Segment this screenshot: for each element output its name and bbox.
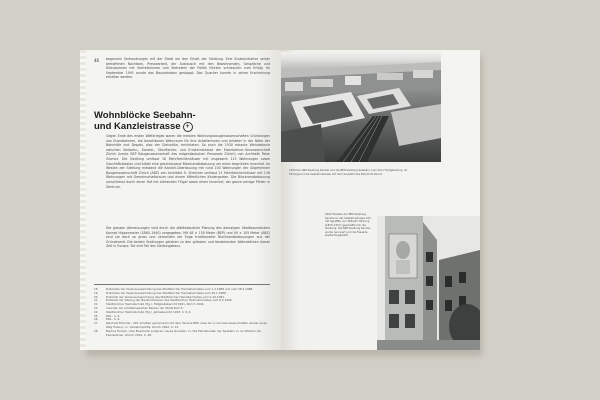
photo-caption: 2002 Fassade der BEP-Siedlung Kanzlei an der Seebahnstrasse 163 mit Sgraffito von Wilhelm Hartung (1879–1957) geschaffen für die Siedlung. Die BEP-Siedlung Kanzlei wurde renoviert und die Fassade wiederhergestellt. (325, 213, 371, 237)
building (413, 70, 433, 78)
window (426, 300, 433, 310)
aerial-photo-drawing (281, 52, 441, 162)
window (426, 276, 433, 286)
footnote-text: Protokoll der Vereinsversammlung des Stadtzürcher Heimatschutzes vom 4.10.1991. (106, 294, 225, 299)
window (389, 314, 399, 328)
section-heading-line1: Wohnblöcke Seebahn- (94, 110, 196, 121)
section-heading-line2: und Kanzleistrasse (94, 121, 181, 132)
footnote-number: 19 (94, 290, 98, 295)
footnote-number: 25 (94, 313, 98, 318)
footnote-text: Markus Fischer, »Die Eisenbahn prägt ein neues Quartier« in: Die Fabrikbauten der Seebahn in: Architektur der Eisenbahner, Zürich 2010, S. 48. (106, 328, 262, 337)
footnote-number: 18 (94, 287, 98, 291)
footnote-number: 22 (94, 302, 98, 307)
street (377, 340, 480, 350)
footnote-list (94, 288, 270, 337)
footnote-number: 23 (94, 305, 98, 310)
footnote-number: 27 (94, 321, 98, 326)
footnote-text: Inventar der schützenswerten Bauten der Stadt Zürich. (106, 305, 184, 310)
window (405, 314, 415, 328)
sgraffito-figure (396, 260, 410, 274)
footnote-divider (94, 284, 270, 285)
footnote-text: Stadtzürcher Heimatschutz (Hg.), Jahresbericht 1993, S. 5–6. (106, 309, 192, 314)
facade-photo-drawing (377, 216, 480, 350)
footnote-text: Stadtzürcher Heimatschutz (Hg.), Tätigkeitsbericht 1991, Zürich 1992. (106, 302, 205, 307)
building (377, 73, 403, 80)
footnote-number: 20 (94, 294, 98, 299)
footnote-text: Protokolle der Vereinsversammlung des Stadtzürcher Heimatschutzes vom 20.1.1988. (106, 290, 227, 295)
footnote-text: Ebd., S. 6. (106, 313, 121, 318)
footnote-text: Reinhold Fülscher, »Wir erhalten gemeinsam mit dem Vereine BEP, dass wir in den Genossenschaften wieder einen Weg finden«, in: Verkehrspolitik, Zürich 2002, S. 14. (106, 321, 268, 329)
window (426, 252, 433, 262)
footnote-text: Protokolle der Vereinsversammlung des Stadtzürcher Heimatschutzes vom 1.2.1988 und vom 28.2.1988. (106, 287, 254, 291)
window (389, 290, 399, 304)
right-page (281, 50, 480, 350)
facade-photo (377, 216, 480, 350)
footnote-text: Ebd., S. 6. (106, 317, 121, 322)
footnote-number: 28 (94, 328, 98, 333)
window (459, 272, 466, 283)
footnote-number: 24 (94, 309, 98, 314)
aerial-photo (281, 52, 441, 162)
building (285, 82, 303, 91)
building (311, 79, 333, 87)
body-paragraph: Die grossen Abmessungen sind durch die städtebauliche Planung des damaligen Stadtbaumeisters Konrad Hippenmeier (1880–1940) vorgegeben. Mit 48 × 150 Meter (BEP) und 90 × 105 Meter (ABZ) sind sie doch so gross und vermeiden die Enge traditioneller Blockrandbebauungen aus der Gründerzeit. Die beiden Siedlungen gehören zu den grössten und bestehenden Wohnblöcken dieser Zeit in Europa. Sie sind Teil des Siedlungsbaus. (106, 226, 270, 249)
footnote-number: 26 (94, 317, 98, 322)
building (345, 76, 361, 85)
intro-paragraph: begannen Verhandlungen mit der Stadt um den Erhalt der Siedlung. Eine Ersatzinitiative seiner betroffenen Nachbarn, Pressearbeit, der Austausch mit den Bewohnenden, Gespräche und Diskussionen mit Vertreterinnen und Vertretern der Politik führten schliesslich zum Erfolg. Im September 1991 wurde das Bauvorhaben gestoppt. Das Quartier konnte in seiner Erscheinung erhalten werden. (106, 57, 270, 80)
page-number: 46 (94, 58, 100, 63)
photo-caption: 1950 Die ABZ-Siedlung Kanzlei und die BEP-Siedlung Seebahn nach ihrer Fertigstellung. Im Hintergrund die Seebahnstrasse mit dem Gleisfeld des Bahnhofs Zürich. (289, 169, 408, 176)
housing-block-roof (391, 104, 441, 146)
window (445, 300, 452, 311)
railway-tracks (337, 116, 389, 162)
footnote-number: 21 (94, 298, 98, 303)
foreground-trees (281, 124, 325, 162)
sgraffito-figure (396, 241, 410, 259)
window (445, 276, 452, 287)
section-heading (94, 110, 196, 132)
footnote (94, 330, 270, 338)
footnote-text: Protokoll der Sitzung der Baukommission des Stadtzürcher Heimatschutzes vom 8.5.1990. (106, 298, 233, 303)
window (405, 290, 415, 304)
left-page (86, 50, 281, 350)
body-paragraph: Gegen Ende des ersten Weltkrieges waren die meisten Wohnungsbaugenossenschaften Gründungen von Eisenbahnern, die bezahlbaren Wohnraum für ihre Arbeiterinnen und Arbeiter in der Nähe der Bahnhöfe und Depots, also der Gleisnähe, errichteten. So auch die 1930 erbaute Wohnkolonie zwischen Seebahn-, Kanzlei-, Stauffacher- und Ernsternstrasse der Eisenbahner-Genossenschaft Zürich (heute BEP Baugenossenschaft des eidgenössischen Personals Zürich) von Architekt Peter Giumini. Die Siedlung umfasst 16 Mehrfamilienhäuser mit insgesamt 113 Wohnungen sowie Geschäftslokalen und bildet eine geschlossene Blockrandbebauung um einen begrünten Innenhof. Im Westen der Siedlung entstand die Kanzlei-Überbauung mit rund 100 Wohnungen der Allgemeinen Baugenossenschaft Zürich (ABZ) von Architekt O. Streicher umfasst 21 Mehrfamilienhäuser mit 116 Wohnungen mit Gemeinschaftsraum und einem öffentlichen Kindergarten. Die Blockrandbebauung umschliesst durch einen Hof mit stehenden Flügel sowie einen Innenhof, der ganze wenige Pfeiler in Zentrum. (106, 134, 270, 189)
plus-icon: + (183, 122, 193, 132)
